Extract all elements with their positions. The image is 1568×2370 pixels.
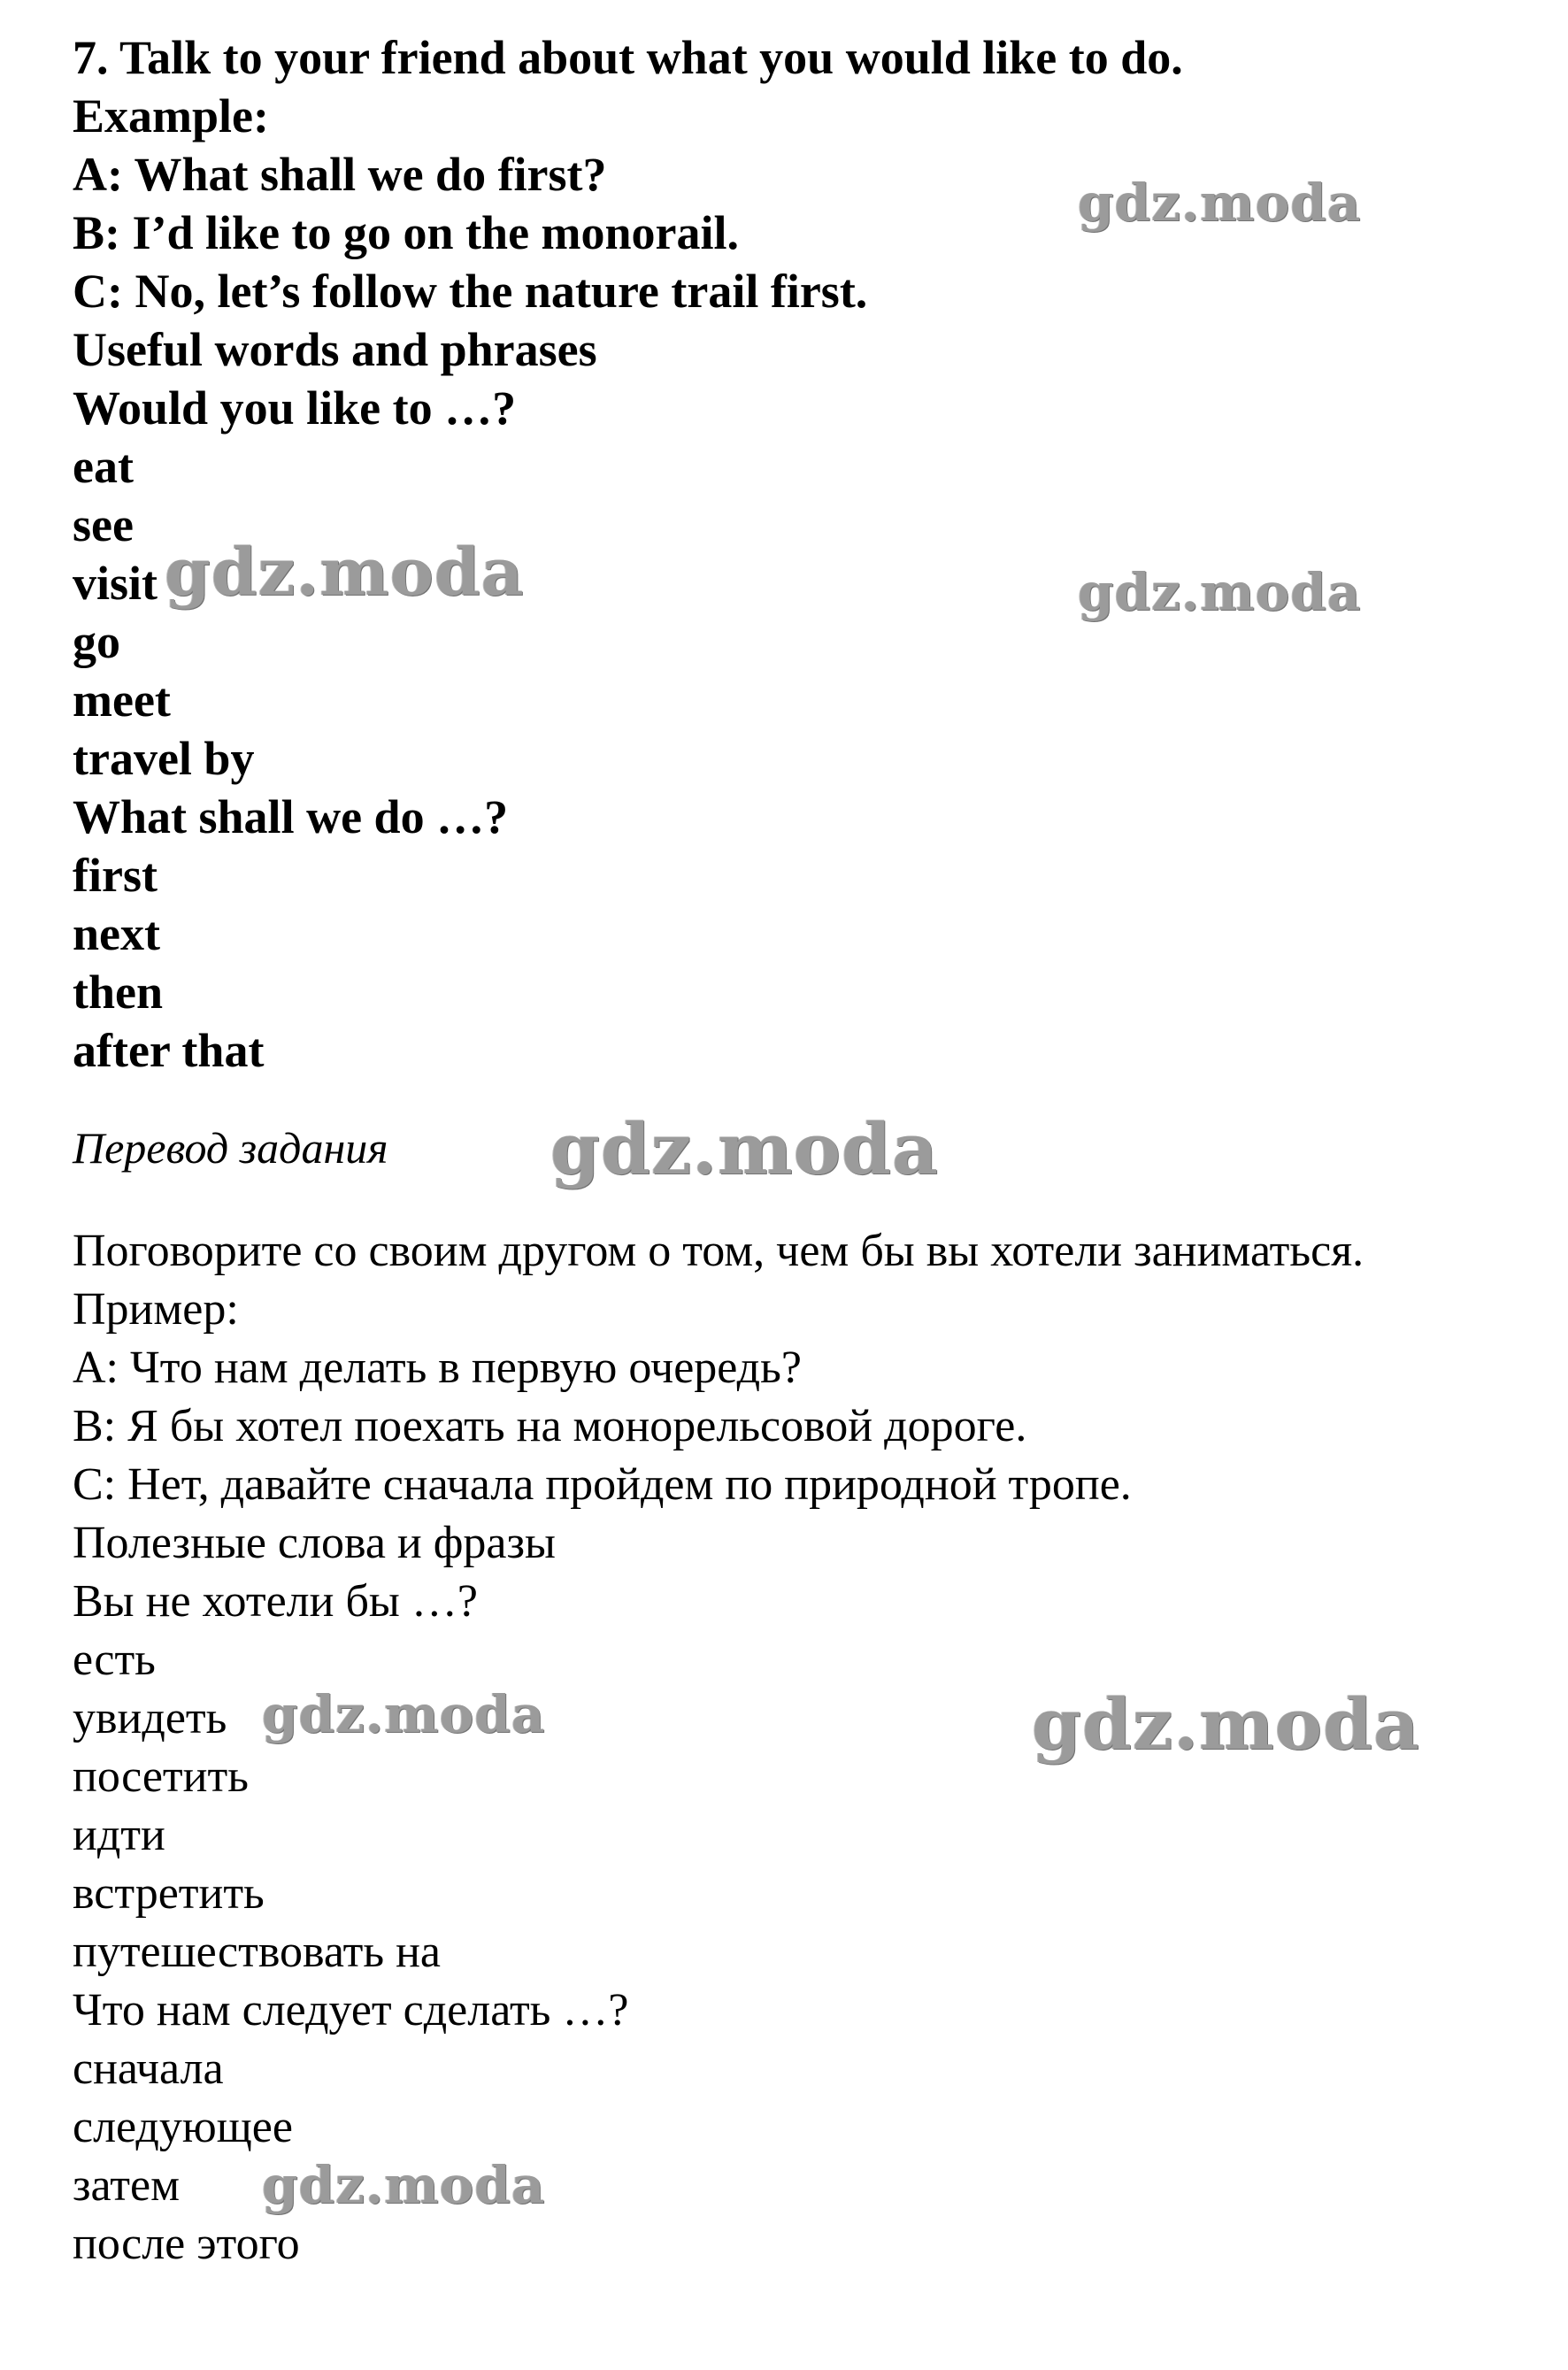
ru-dialogue-line-b: В: Я бы хотел поехать на монорельсовой дороге.: [73, 1401, 1027, 1451]
ru-question-what-shall-we-do: Что нам следует сделать …?: [73, 1985, 629, 2035]
ru-verb-visit: посетить: [73, 1751, 249, 1802]
watermark: gdz.moda: [262, 2155, 546, 2215]
verb-eat: eat: [73, 440, 134, 493]
translation-heading: Перевод задания: [73, 1123, 388, 1173]
sequence-after-that: after that: [73, 1024, 265, 1077]
ru-sequence-first: сначала: [73, 2043, 224, 2094]
exercise-title: 7. Talk to your friend about what you would like to do.: [73, 31, 1183, 84]
useful-phrases-heading: Useful words and phrases: [73, 323, 597, 376]
ru-exercise-title: Поговорите со своим другом о том, чем бы вы хотели заниматься.: [73, 1226, 1364, 1276]
question-what-shall-we-do: What shall we do …?: [73, 790, 509, 843]
ru-useful-phrases-heading: Полезные слова и фразы: [73, 1518, 556, 1568]
sequence-next: next: [73, 907, 160, 960]
sequence-then: then: [73, 966, 164, 1019]
question-would-you-like: Would you like to …?: [73, 381, 517, 435]
watermark: gdz.moda: [1078, 562, 1362, 622]
verb-visit: visit: [73, 557, 158, 610]
ru-verb-eat: есть: [73, 1635, 156, 1685]
ru-question-would-you-like: Вы не хотели бы …?: [73, 1576, 478, 1627]
ru-dialogue-line-a: А: Что нам делать в первую очередь?: [73, 1343, 802, 1393]
ru-verb-travel-by: путешествовать на: [73, 1927, 441, 1977]
verb-travel-by: travel by: [73, 732, 255, 785]
ru-sequence-next: следующее: [73, 2102, 293, 2152]
ru-sequence-then: затем: [73, 2160, 180, 2211]
watermark: gdz.moda: [262, 1684, 546, 1744]
verb-see: see: [73, 498, 134, 551]
dialogue-line-b: B: I’d like to go on the monorail.: [73, 206, 740, 259]
dialogue-line-a: A: What shall we do first?: [73, 148, 607, 201]
sequence-first: first: [73, 849, 158, 902]
ru-verb-go: идти: [73, 1810, 165, 1860]
ru-sequence-after-that: после этого: [73, 2219, 300, 2269]
watermark: gdz.moda: [1078, 173, 1362, 233]
watermark: gdz.moda: [550, 1107, 939, 1190]
ru-verb-meet: встретить: [73, 1868, 265, 1919]
example-label: Example:: [73, 89, 269, 142]
verb-go: go: [73, 615, 120, 668]
verb-meet: meet: [73, 673, 171, 727]
dialogue-line-c: C: No, let’s follow the nature trail first.: [73, 265, 868, 318]
watermark: gdz.moda: [165, 535, 525, 611]
watermark: gdz.moda: [1032, 1682, 1420, 1766]
ru-dialogue-line-c: С: Нет, давайте сначала пройдем по природной тропе.: [73, 1459, 1132, 1510]
ru-verb-see: увидеть: [73, 1693, 227, 1743]
ru-example-label: Пример:: [73, 1284, 239, 1335]
